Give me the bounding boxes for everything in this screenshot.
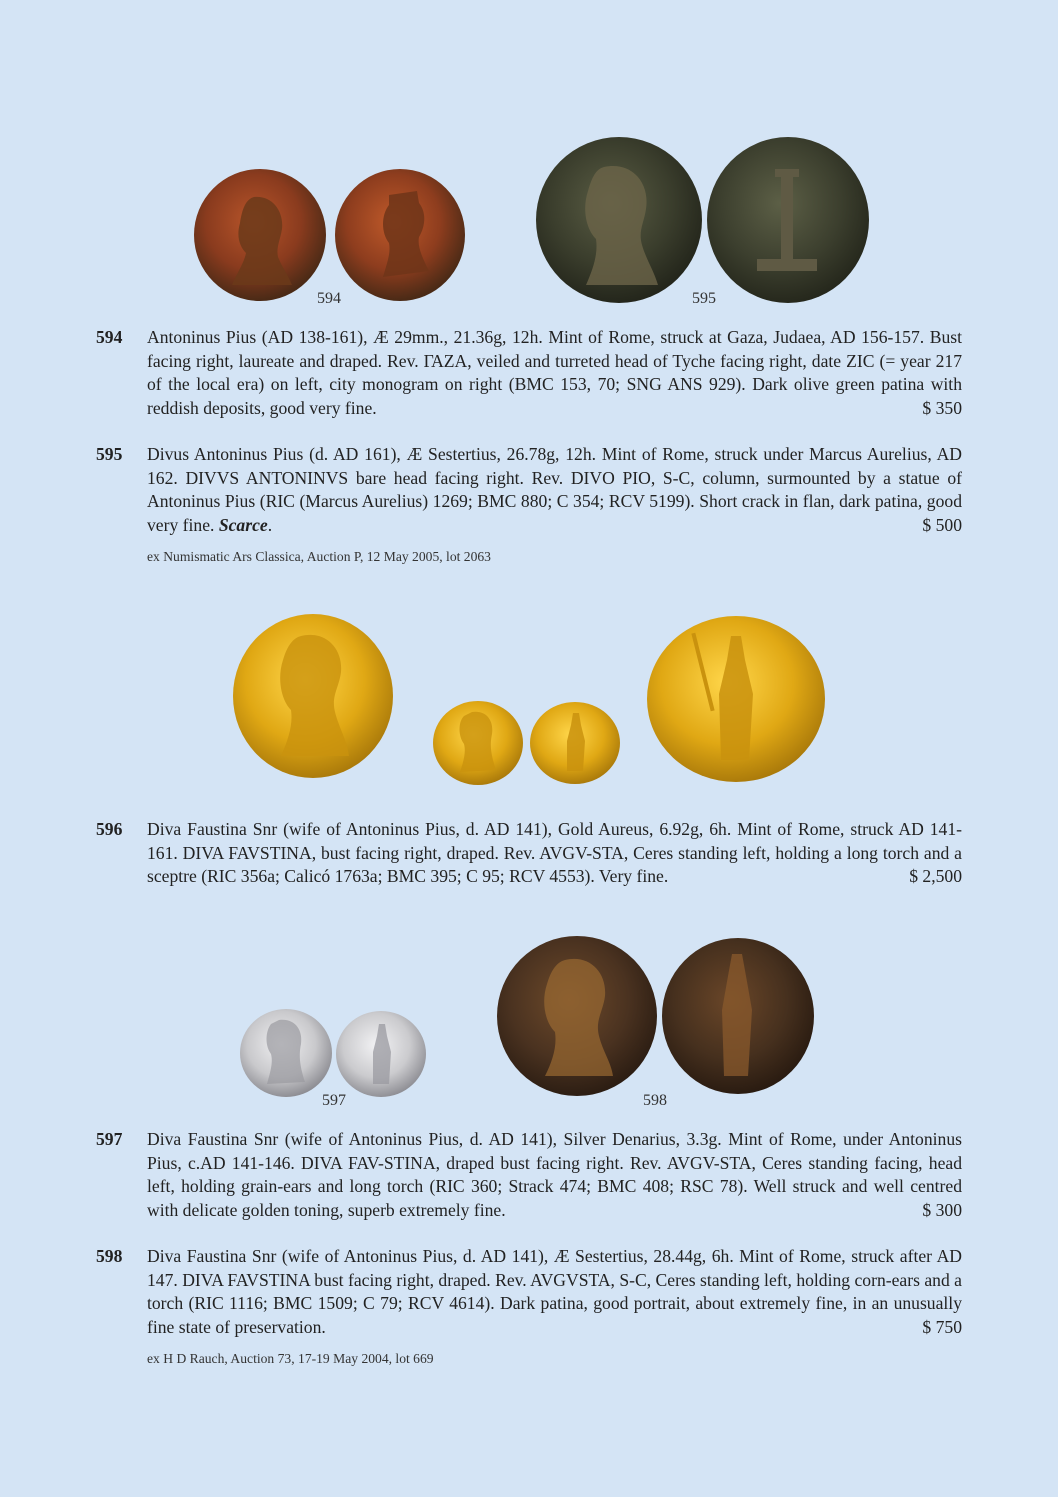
provenance-595: ex Numismatic Ars Classica, Auction P, 12 May 2005, lot 2063 [147,549,491,564]
lot-number: 597 [96,1129,123,1149]
lot-594 [96,326,962,420]
lot-price: $ 300 [922,1199,962,1220]
coin-label-594: 594 [317,290,341,307]
lot-price: $ 2,500 [909,866,962,886]
lot-595 [96,443,962,537]
lot-description [147,1128,962,1222]
coin-label-595: 595 [692,290,716,307]
lot-description-text: Divus Antoninus Pius (d. AD 161), Æ Sestertius, 26.78g, 12h. Mint of Rome, struck under Marcus Aurelius, AD 162. DIVVS ANTONINVS bare head facing right. Rev. DIVO PIO, S-C, column, surmounted by a statue of Antoninus Pius (RIC (Marcus Aurelius) 1269; BMC 880; C 354; RCV 5199). Short crack in flan, dark patina, good very fine. [147,444,962,535]
rarity-note: Scarce [218,514,268,535]
coin-label-597: 597 [322,1092,346,1109]
coin-597-obverse [239,1008,333,1098]
coin-598-reverse [660,936,816,1096]
lot-description [147,326,962,420]
lot-description-text: Antoninus Pius (AD 138-161), Æ 29mm., 21.36g, 12h. Mint of Rome, struck at Gaza, Judaea, AD 156-157. Bust facing right, laureate and draped. Rev. ΓΑΖΑ, veiled and turreted head of Tyche facing right, date ZIC (= year 217 of the local era) on left, city monogram on right (BMC 153, 70; SNG ANS 929). Dark olive green patina with reddish deposits, good very fine. [147,327,962,418]
coin-596-obverse-small [432,700,524,786]
coin-594-reverse [333,167,467,303]
lot-description [147,818,962,889]
coin-596-obverse-large [231,612,395,780]
lot-description-text: Diva Faustina Snr (wife of Antoninus Pius, d. AD 141), Gold Aureus, 6.92g, 6h. Mint of Rome, struck AD 141-161. DIVA FAVSTINA, bust facing right, draped. Rev. AVGV-STA, Ceres standing left, holding a long torch and a sceptre (RIC 356a; Calicó 1763a; BMC 395; C 95; RCV 4553). Very fine. [147,819,962,886]
provenance-598: ex H D Rauch, Auction 73, 17-19 May 2004, lot 669 [147,1351,434,1366]
lot-price: $ 750 [922,1316,962,1337]
lot-597 [96,1128,962,1222]
lot-598 [96,1245,962,1339]
coin-595-reverse [705,135,871,305]
coin-596-reverse-large [645,614,827,784]
coin-594-obverse [192,167,328,303]
lot-number: 598 [96,1246,123,1266]
lot-description: Divus Antoninus Pius (d. AD 161), Æ Sestertius, 26.78g, 12h. Mint of Rome, struck under Marcus Aurelius, AD 162. DIVVS ANTONINVS bare head facing right. Rev. DIVO PIO, S-C, column, surmounted by a statue of Antoninus Pius (RIC (Marcus Aurelius) 1269; BMC 880; C 354; RCV 5199). Short crack in flan, dark patina, good very fine. Scarce. $ 500 [147,443,962,537]
coin-595-obverse [534,135,704,305]
lot-number: 594 [96,327,123,347]
lot-description [147,1245,962,1339]
lot-description-text: Diva Faustina Snr (wife of Antoninus Pius, d. AD 141), Æ Sestertius, 28.44g, 6h. Mint of Rome, struck after AD 147. DIVA FAVSTINA bust facing right, draped. Rev. AVGVSTA, S-C, Ceres standing left, holding corn-ears and a torch (RIC 1116; BMC 1509; C 79; RCV 4614). Dark patina, good portrait, about extremely fine, in an unusually fine state of preservation. [147,1246,962,1337]
coin-597-reverse [335,1010,427,1098]
lot-price: $ 350 [922,397,962,418]
coin-label-598: 598 [643,1092,667,1109]
lot-description-text: Diva Faustina Snr (wife of Antoninus Pius, d. AD 141), Silver Denarius, 3.3g. Mint of Rome, under Antoninus Pius, c.AD 141-146. DIVA FAV-STINA, draped bust facing right. Rev. AVGV-STA, Ceres standing facing, head left, holding grain-ears and long torch (RIC 360; Strack 474; BMC 408; RSC 78). Well struck and well centred with delicate golden toning, superb extremely fine. [147,1129,962,1220]
lot-596 [96,818,962,889]
coin-596-reverse-small [529,701,621,785]
lot-price: $ 500 [922,514,962,535]
coin-598-obverse [495,934,659,1098]
lot-number: 595 [96,444,123,464]
lot-number: 596 [96,819,123,839]
